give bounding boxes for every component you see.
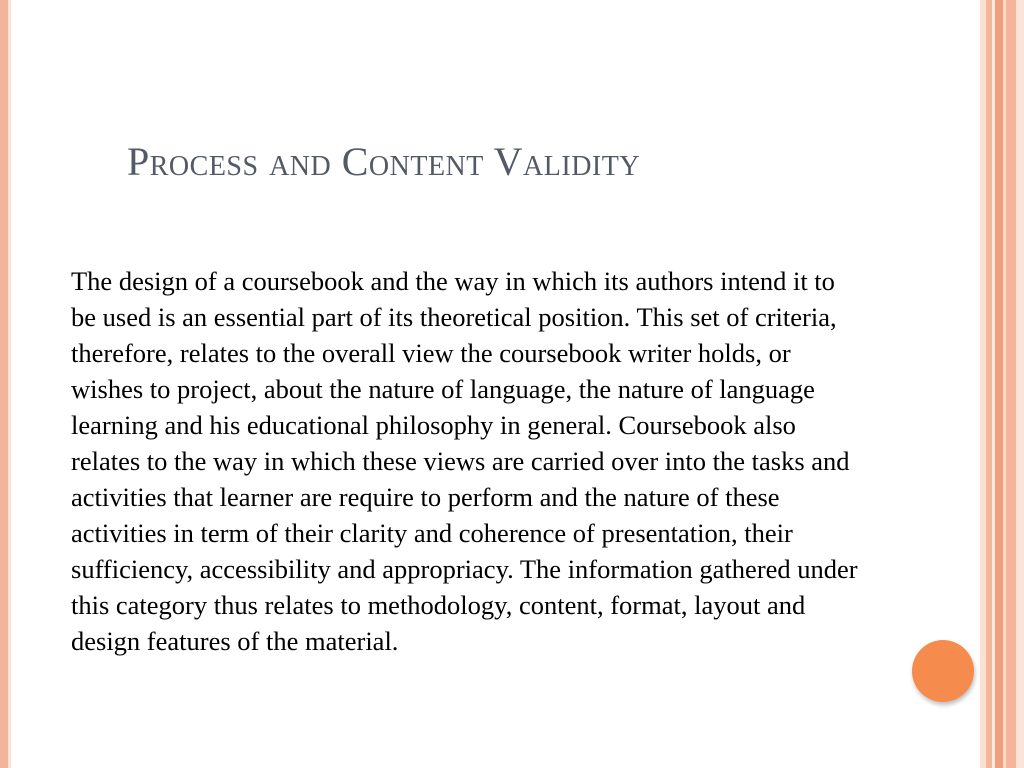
- slide-title: Process and Content Validity: [127, 139, 641, 184]
- right-decor-band: [1016, 0, 1024, 768]
- slide-body-text: The design of a coursebook and the way in which its authors intend it to be used is an essential part of its theoretical position. This set of criteria, therefore, relates to the overall view the coursebook writer holds, or wishes to project, about the nature of language, the nature of language learning and his educational philosophy in general. Coursebook also relates to the way in which these views are carried over into the tasks and activities that learner are require to perform and the nature of these activities in term of their clarity and coherence of presentation, their sufficiency, accessibility and appropriacy. The information gathered under this category thus relates to methodology, content, format, layout and design features of the material.: [71, 266, 858, 656]
- decorative-circle-icon: [912, 640, 974, 702]
- left-border-stripe: [0, 0, 8, 768]
- left-border-highlight: [8, 0, 11, 768]
- right-decor-band: [995, 0, 1003, 768]
- right-decor-band: [1006, 0, 1016, 768]
